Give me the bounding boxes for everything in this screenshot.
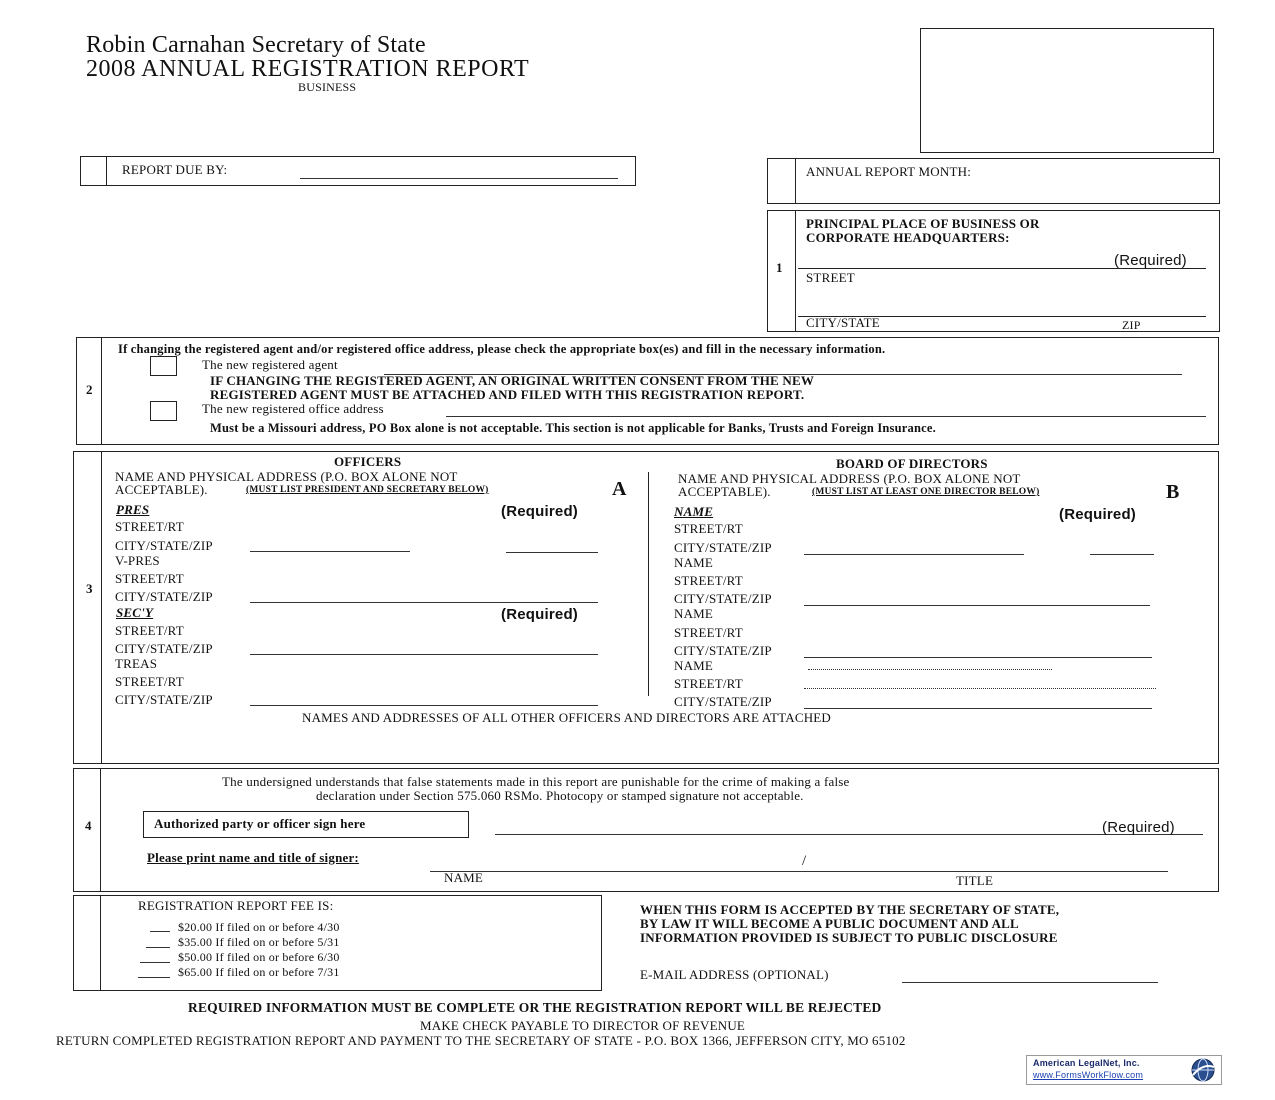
name-caption: NAME xyxy=(444,870,484,885)
directors-desc-note: (MUST LIST AT LEAST ONE DIRECTOR BELOW) xyxy=(812,487,1040,497)
director-1-street-label: STREET/RT xyxy=(674,521,743,536)
directors-desc-line2: ACCEPTABLE). xyxy=(678,484,771,499)
director-3-city-label: CITY/STATE/ZIP xyxy=(674,643,772,658)
footer-required-note: REQUIRED INFORMATION MUST BE COMPLETE OR THE REGISTRATION REPORT WILL BE REJECTED xyxy=(188,1000,882,1015)
agent-warning-line1: IF CHANGING THE REGISTERED AGENT, AN ORIGINAL WRITTEN CONSENT FROM THE NEW xyxy=(210,373,815,388)
director-4-name-label: NAME xyxy=(674,658,714,673)
pres-street-label: STREET/RT xyxy=(115,519,184,534)
section-1-title-line2: CORPORATE HEADQUARTERS: xyxy=(806,230,1010,245)
director-2-name-label: NAME xyxy=(674,555,714,570)
secy-required: (Required) xyxy=(501,606,578,623)
section-4-number: 4 xyxy=(85,818,92,833)
pres-zip-field[interactable] xyxy=(506,552,598,553)
secy-street-label: STREET/RT xyxy=(115,623,184,638)
secy-city-label: CITY/STATE/ZIP xyxy=(115,641,213,656)
section-1-street-label: STREET xyxy=(806,270,855,285)
pres-label: PRES xyxy=(116,502,150,517)
annual-month-label: ANNUAL REPORT MONTH: xyxy=(806,164,972,179)
name-title-slash: / xyxy=(802,853,807,869)
fee-50: $50.00 If filed on or before 6/30 xyxy=(178,950,340,964)
section-3-number: 3 xyxy=(86,581,93,596)
section-2-intro: If changing the registered agent and/or registered office address, please check the appropriate box(es) and fill in the necessary information. xyxy=(118,342,886,356)
vpres-city-field[interactable] xyxy=(250,602,598,603)
globe-icon xyxy=(1189,1057,1217,1083)
office-change-checkbox[interactable] xyxy=(150,401,177,421)
fee-35: $35.00 If filed on or before 5/31 xyxy=(178,935,340,949)
email-label: E-MAIL ADDRESS (OPTIONAL) xyxy=(640,967,829,982)
vpres-label: V-PRES xyxy=(115,553,160,568)
filing-stamp-box xyxy=(920,28,1214,153)
director-2-city-field[interactable] xyxy=(804,605,1150,606)
section-4-divider xyxy=(100,768,101,892)
section-1-divider xyxy=(795,210,796,332)
vpres-street-label: STREET/RT xyxy=(115,571,184,586)
director-3-name-label: NAME xyxy=(674,606,714,621)
director-4-city-field[interactable] xyxy=(804,708,1152,709)
agent-change-checkbox[interactable] xyxy=(150,356,177,376)
treas-street-label: STREET/RT xyxy=(115,674,184,689)
fee-box-divider xyxy=(100,895,101,991)
fee-20-check[interactable] xyxy=(150,931,170,932)
page-subtitle: BUSINESS xyxy=(298,80,357,94)
section-1-rule xyxy=(798,268,1206,269)
fee-65-check[interactable] xyxy=(138,977,170,978)
director-1-city-label: CITY/STATE/ZIP xyxy=(674,540,772,555)
agent-warning-line2: REGISTERED AGENT MUST BE ATTACHED AND FILED WITH THIS REGISTRATION REPORT. xyxy=(210,387,805,402)
new-office-field[interactable] xyxy=(446,416,1206,417)
print-name-label: Please print name and title of signer: xyxy=(147,850,359,865)
officers-desc-line1: NAME AND PHYSICAL ADDRESS (P.O. BOX ALONE NOT xyxy=(115,469,458,484)
secy-city-field[interactable] xyxy=(250,654,598,655)
director-required: (Required) xyxy=(1059,506,1136,523)
annual-month-divider xyxy=(795,158,796,204)
vpres-city-label: CITY/STATE/ZIP xyxy=(115,589,213,604)
footer-return-note: RETURN COMPLETED REGISTRATION REPORT AND PAYMENT TO THE SECRETARY OF STATE - P.O. BOX 1366, JEFFERSON CITY, MO 65102 xyxy=(56,1033,906,1048)
officers-desc-line2: ACCEPTABLE). xyxy=(115,482,208,497)
footer-payable-note: MAKE CHECK PAYABLE TO DIRECTOR OF REVENUE xyxy=(420,1018,746,1033)
fee-20: $20.00 If filed on or before 4/30 xyxy=(178,920,340,934)
director-3-city-field[interactable] xyxy=(804,657,1152,658)
sign-here-label: Authorized party or officer sign here xyxy=(154,816,366,831)
treas-city-field[interactable] xyxy=(250,705,598,706)
director-1-city-field[interactable] xyxy=(804,554,1024,555)
print-name-field[interactable] xyxy=(430,871,1168,872)
disclosure-line2: BY LAW IT WILL BECOME A PUBLIC DOCUMENT AND ALL xyxy=(640,916,1019,931)
section-2-divider xyxy=(101,337,102,445)
report-due-label: REPORT DUE BY: xyxy=(122,162,228,177)
office-change-label: The new registered office address xyxy=(202,401,384,416)
director-4-city-label: CITY/STATE/ZIP xyxy=(674,694,772,709)
director-2-street-label: STREET/RT xyxy=(674,573,743,588)
penalty-statement-line1: The undersigned understands that false statements made in this report are punishable for the crime of making a false xyxy=(222,774,850,789)
officers-heading: OFFICERS xyxy=(334,454,402,469)
director-4-street-field[interactable] xyxy=(804,688,1156,689)
section-3-divider xyxy=(101,451,102,764)
fee-heading: REGISTRATION REPORT FEE IS: xyxy=(138,898,334,913)
director-3-street-label: STREET/RT xyxy=(674,625,743,640)
director-2-city-label: CITY/STATE/ZIP xyxy=(674,591,772,606)
secretary-name: Robin Carnahan Secretary of State xyxy=(86,32,426,58)
pres-required: (Required) xyxy=(501,503,578,520)
legalnet-logo-url: www.FormsWorkFlow.com xyxy=(1033,1070,1144,1080)
officers-desc-note: (MUST LIST PRESIDENT AND SECRETARY BELOW) xyxy=(246,485,489,495)
section-1-number: 1 xyxy=(776,260,783,275)
email-field[interactable] xyxy=(902,982,1158,983)
pres-city-field[interactable] xyxy=(250,551,410,552)
secy-label: SEC'Y xyxy=(116,605,154,620)
section-1-citystate-label: CITY/STATE xyxy=(806,315,880,330)
signature-field[interactable] xyxy=(495,834,1203,835)
legalnet-logo-name: American LegalNet, Inc. xyxy=(1033,1058,1140,1068)
section-1-required: (Required) xyxy=(1114,252,1187,269)
treas-city-label: CITY/STATE/ZIP xyxy=(115,692,213,707)
director-4-street-label: STREET/RT xyxy=(674,676,743,691)
report-due-field[interactable] xyxy=(300,178,618,179)
penalty-statement-line2: declaration under Section 575.060 RSMo. Photocopy or stamped signature not acceptable. xyxy=(316,788,804,803)
directors-desc-line1: NAME AND PHYSICAL ADDRESS (P.O. BOX ALONE NOT xyxy=(678,471,1021,486)
fee-35-check[interactable] xyxy=(146,947,170,948)
disclosure-line3: INFORMATION PROVIDED IS SUBJECT TO PUBLIC DISCLOSURE xyxy=(640,930,1058,945)
disclosure-line1: WHEN THIS FORM IS ACCEPTED BY THE SECRETARY OF STATE, xyxy=(640,902,1060,917)
director-4-name-field[interactable] xyxy=(808,669,1052,670)
section-1-title-line1: PRINCIPAL PLACE OF BUSINESS OR xyxy=(806,216,1040,231)
section-1-zip-label: ZIP xyxy=(1122,318,1141,332)
pres-city-label: CITY/STATE/ZIP xyxy=(115,538,213,553)
treas-label: TREAS xyxy=(115,656,158,671)
attached-note: NAMES AND ADDRESSES OF ALL OTHER OFFICERS AND DIRECTORS ARE ATTACHED xyxy=(302,710,832,725)
fee-65: $65.00 If filed on or before 7/31 xyxy=(178,965,340,979)
director-1-name-label: NAME xyxy=(674,504,714,519)
missouri-address-note: Must be a Missouri address, PO Box alone is not acceptable. This section is not applicable for Banks, Trusts and Foreign Insurance. xyxy=(210,421,936,435)
signature-required: (Required) xyxy=(1102,819,1175,836)
officers-letter: A xyxy=(612,478,627,500)
directors-letter: B xyxy=(1166,481,1180,503)
legalnet-logo xyxy=(1026,1055,1222,1085)
page-title: 2008 ANNUAL REGISTRATION REPORT xyxy=(86,56,530,82)
report-due-divider xyxy=(106,156,107,186)
director-1-zip-field[interactable] xyxy=(1090,554,1154,555)
section-2-number: 2 xyxy=(86,382,93,397)
directors-heading: BOARD OF DIRECTORS xyxy=(836,456,988,471)
officers-directors-divider xyxy=(648,472,649,696)
agent-change-label: The new registered agent xyxy=(202,357,338,372)
title-caption: TITLE xyxy=(956,873,994,888)
fee-50-check[interactable] xyxy=(140,962,170,963)
